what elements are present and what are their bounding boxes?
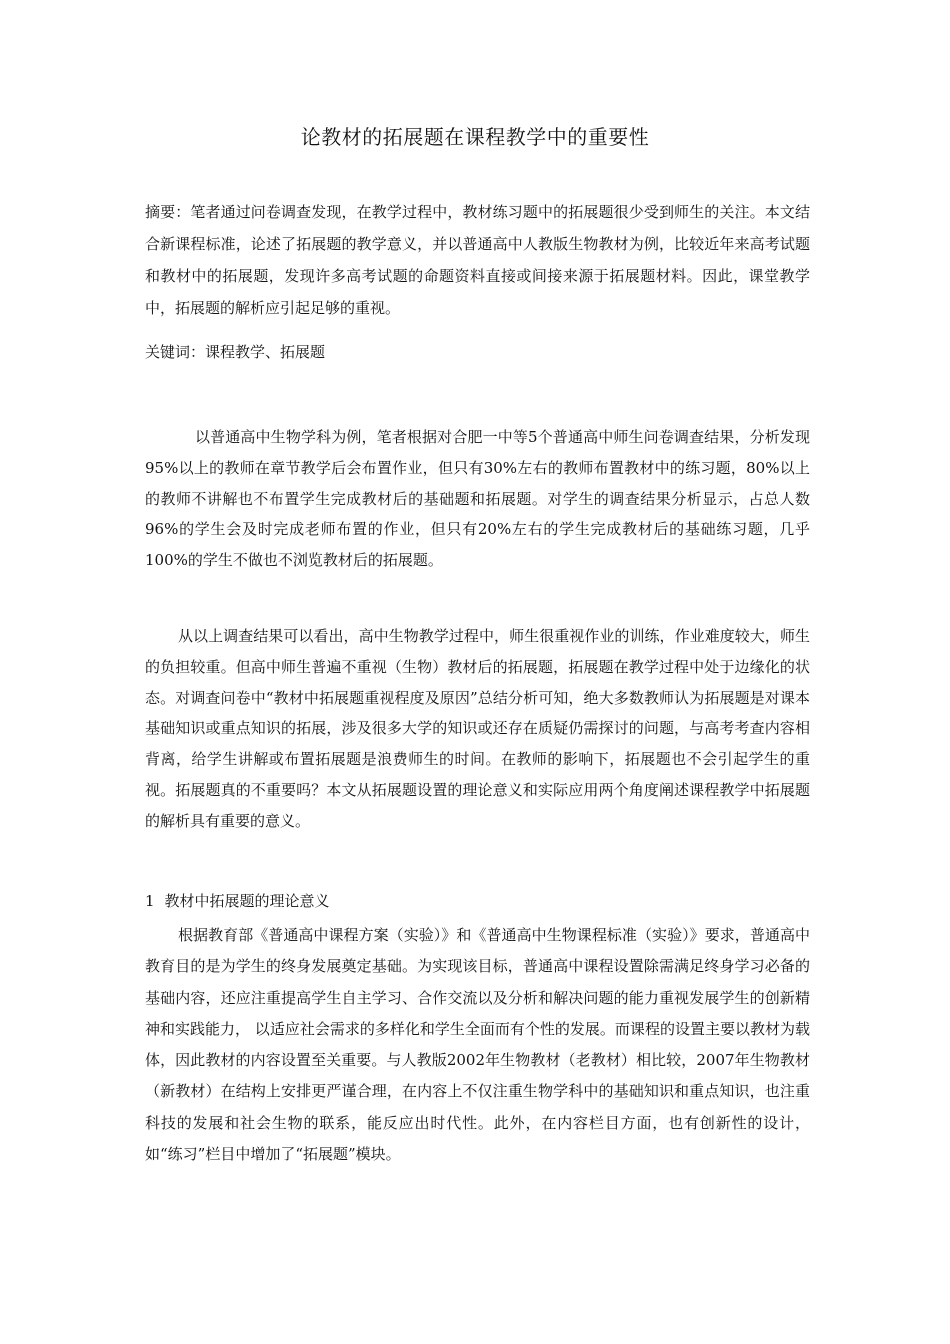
section-heading-text: 教材中拓展题的理论意义 [164,892,330,910]
body-paragraph-2: 从以上调查结果可以看出，高中生物教学过程中，师生很重视作业的训练，作业难度较大，师生的负担较重。但高中师生普遍不重视（生物）教材后的拓展题，拓展题在教学过程中处于边缘化的状态。对调查问卷中“教材中拓展题重视程度及原因”总结分析可知，绝大多数教师认为拓展题是对课本基础知识或重点知识的拓展，涉及很多大学的知识或还存在质疑仍需探讨的问题，与高考考查内容相背离，给学生讲解或布置拓展题是浪费师生的时间。在教师的影响下，拓展题也不会引起学生的重视。拓展题真的不重要吗？本文从拓展题设置的理论意义和实际应用两个角度阐述课程教学中拓展题的解析具有重要的意义。 [145,627,810,830]
section-number: 1 [145,892,155,910]
body-paragraph-1: 以普通高中生物学科为例，笔者根据对合肥一中等5个普通高中师生问卷调查结果，分析发现95%以上的教师在章节教学后会布置作业，但只有30%左右的教师布置教材中的练习题，80%以上的教师不讲解也不布置学生完成教材后的基础题和拓展题。对学生的调查结果分析显示，占总人数96%的学生会及时完成老师布置的作业，但只有20%左右的学生完成教材后的基础练习题，几乎100%的学生不做也不浏览教材后的拓展题。 [145,428,810,570]
document-title: 论教材的拓展题在课程教学中的重要性 [300,125,650,149]
section-1-paragraph: 根据教育部《普通高中课程方案（实验）》和《普通高中生物课程标准（实验）》要求，普通高中教育目的是为学生的终身发展奠定基础。为实现该目标，普通高中课程设置除需满足终身学习必备的基础内容，还应注重提高学生自主学习、合作交流以及分析和解决问题的能力重视发展学生的创新精神和实践能力， 以适应社会需求的多样化和学生全面而有个性的发展。而课程的设置主要以教材为载体，因此教材的内容设置至关重要。与人教版2002年生物教材（老教材）相比较，2007年生物教材（新教材）在结构上安排更严谨合理，在内容上不仅注重生物学科中的基础知识和重点知识，也注重科技的发展和社会生物的联系，能反应出时代性。此外，在内容栏目方面，也有创新性的设计，如“练习”栏目中增加了“拓展题”模块。 [145,926,810,1164]
section-heading-1 [145,886,810,916]
keywords-line: 关键词：课程教学、拓展题 [145,343,326,361]
abstract-paragraph: 摘要：笔者通过问卷调查发现，在教学过程中，教材练习题中的拓展题很少受到师生的关注。本文结合新课程标准，论述了拓展题的教学意义，并以普通高中人教版生物教材为例，比较近年来高考试题和教材中的拓展题，发现许多高考试题的命题资料直接或间接来源于拓展题材料。因此，课堂教学中，拓展题的解析应引起足够的重视。 [145,203,810,317]
